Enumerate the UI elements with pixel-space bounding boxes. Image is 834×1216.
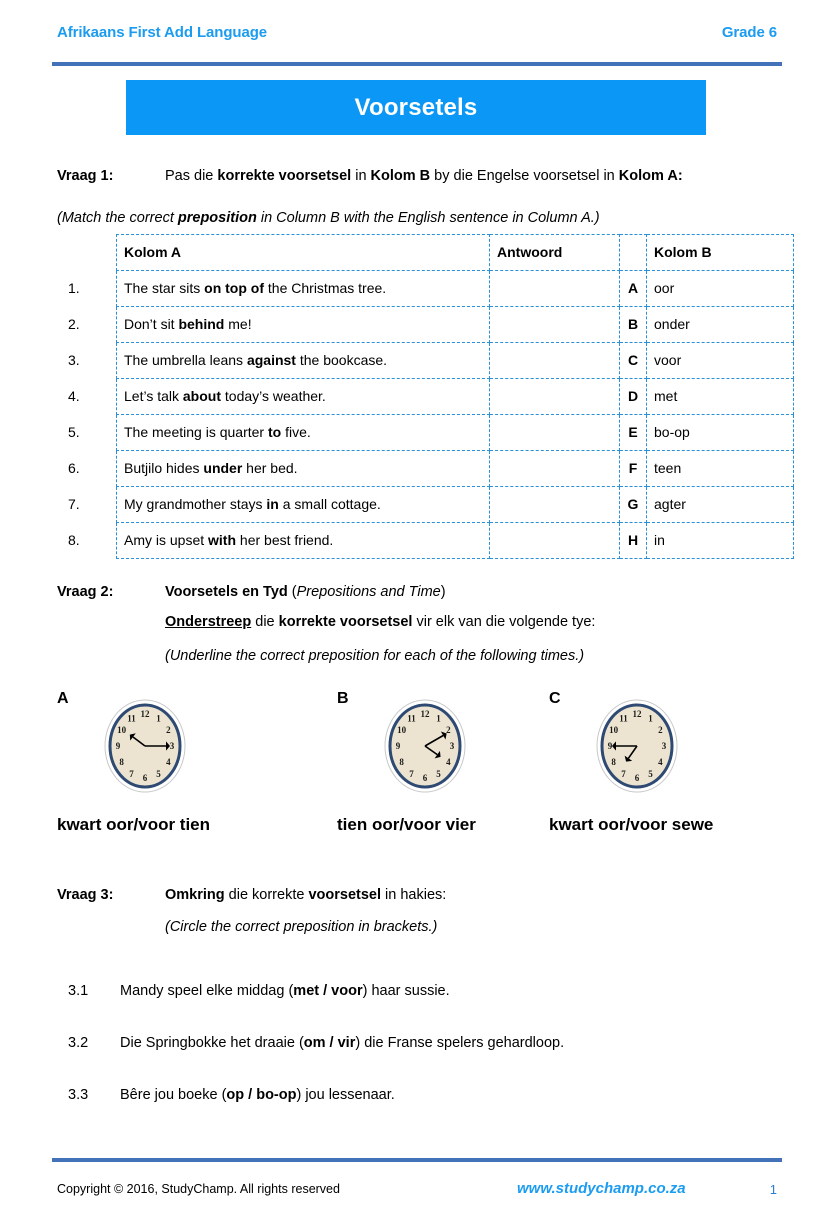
- clock-numeral: 5: [436, 768, 441, 779]
- row-number: 5.: [68, 424, 80, 440]
- clock-numeral: 4: [446, 757, 451, 768]
- cell-afrikaans-option: met: [647, 379, 794, 415]
- cell-afrikaans-option: in: [647, 523, 794, 559]
- question2-line2: Onderstreep die korrekte voorsetsel vir elk van die volgende tye:: [165, 614, 596, 630]
- table-row: [62, 271, 794, 307]
- question1-translation: (Match the correct preposition in Column B with the English sentence in Column A.): [57, 210, 600, 226]
- cell-option-letter: E: [620, 415, 647, 451]
- footer-divider: [52, 1158, 782, 1162]
- question3-item: [68, 983, 788, 999]
- row-number: 4.: [68, 388, 80, 404]
- clock-numeral: 10: [397, 725, 407, 736]
- cell-answer-blank[interactable]: [490, 487, 620, 523]
- clock-letter-label: A: [57, 690, 69, 707]
- question3-instruction-row: [57, 886, 787, 906]
- page-header: [57, 24, 777, 41]
- row-number: 7.: [68, 496, 80, 512]
- question1-instruction: Pas die korrekte voorsetsel in Kolom B by die Engelse voorsetsel in Kolom A:: [165, 168, 683, 184]
- question3-item-text[interactable]: Mandy speel elke middag (met / voor) haar sussie.: [120, 983, 450, 999]
- header-cell-letter: [620, 235, 647, 271]
- header-divider: [52, 62, 782, 66]
- cell-afrikaans-option: voor: [647, 343, 794, 379]
- clock-numeral: 12: [140, 709, 150, 720]
- cell-english-sentence: The meeting is quarter to five.: [117, 415, 490, 451]
- clock-numeral: 7: [409, 768, 414, 779]
- table-header-row: [62, 235, 794, 271]
- clock-numeral: 2: [166, 725, 171, 736]
- clock-letter-label: B: [337, 690, 349, 707]
- header-subject: Afrikaans First Add Language: [57, 24, 268, 41]
- cell-afrikaans-option: agter: [647, 487, 794, 523]
- clock-numeral: 6: [422, 773, 428, 784]
- clock-numeral: 12: [420, 709, 430, 720]
- row-number: 8.: [68, 532, 80, 548]
- clock-numeral: 8: [399, 757, 404, 768]
- page-title: Voorsetels: [354, 93, 478, 121]
- question3-label: Vraag 3:: [57, 887, 114, 903]
- cell-english-sentence: Butjilo hides under her bed.: [117, 451, 490, 487]
- clock-numeral: 10: [609, 725, 619, 736]
- clock-numeral: 9: [607, 741, 613, 752]
- question3-item-text[interactable]: Bêre jou boeke (op / bo-op) jou lessenaar.: [120, 1087, 395, 1103]
- footer-copyright: Copyright © 2016, StudyChamp. All rights reserved: [57, 1182, 340, 1196]
- clock-numeral: 11: [127, 713, 136, 724]
- cell-english-sentence: My grandmother stays in a small cottage.: [117, 487, 490, 523]
- question2-translation: (Underline the correct preposition for each of the following times.): [165, 648, 585, 664]
- cell-afrikaans-option: teen: [647, 451, 794, 487]
- question3-item: [68, 1035, 788, 1051]
- question2-label: Vraag 2:: [57, 584, 114, 600]
- cell-answer-blank[interactable]: [490, 451, 620, 487]
- clock-numeral: 6: [142, 773, 148, 784]
- question1-label: Vraag 1:: [57, 168, 114, 184]
- cell-answer-blank[interactable]: [490, 343, 620, 379]
- cell-option-letter: B: [620, 307, 647, 343]
- cell-english-sentence: Amy is upset with her best friend.: [117, 523, 490, 559]
- cell-afrikaans-option: bo-op: [647, 415, 794, 451]
- cell-english-sentence: Let’s talk about today’s weather.: [117, 379, 490, 415]
- matching-table-wrap: [62, 234, 734, 559]
- cell-answer-blank[interactable]: [490, 271, 620, 307]
- clock-caption[interactable]: kwart oor/voor sewe: [549, 815, 714, 834]
- cell-option-letter: A: [620, 271, 647, 307]
- table-row: [62, 415, 794, 451]
- table-body: [62, 271, 794, 559]
- cell-option-letter: H: [620, 523, 647, 559]
- header-cell-kolom-a: Kolom A: [117, 235, 490, 271]
- clock-caption[interactable]: kwart oor/voor tien: [57, 815, 211, 834]
- question2-heading-row: [57, 583, 787, 603]
- cell-answer-blank[interactable]: [490, 379, 620, 415]
- cell-afrikaans-option: onder: [647, 307, 794, 343]
- question3-item-number: 3.2: [68, 1035, 89, 1051]
- question2-line2-row: [165, 613, 795, 633]
- table-row: [62, 523, 794, 559]
- question3-item-text[interactable]: Die Springbokke het draaie (om / vir) die Franse spelers gehardloop.: [120, 1035, 565, 1051]
- cell-english-sentence: The star sits on top of the Christmas tree.: [117, 271, 490, 307]
- header-cell-number: [62, 235, 117, 271]
- clock-numeral: 1: [648, 713, 653, 724]
- row-number: 2.: [68, 316, 80, 332]
- clock-numeral: 8: [119, 757, 124, 768]
- clock-numeral: 3: [449, 741, 455, 752]
- clock-numeral: 8: [611, 757, 616, 768]
- header-cell-antwoord: Antwoord: [490, 235, 620, 271]
- cell-afrikaans-option: oor: [647, 271, 794, 307]
- clock-numeral: 9: [115, 741, 121, 752]
- clock-caption[interactable]: tien oor/voor vier: [337, 815, 476, 834]
- clock-numeral: 10: [117, 725, 127, 736]
- clock-numeral: 9: [395, 741, 401, 752]
- clock-numeral: 11: [619, 713, 628, 724]
- cell-option-letter: C: [620, 343, 647, 379]
- clock-numeral: 6: [634, 773, 640, 784]
- clock-numeral: 3: [661, 741, 667, 752]
- cell-option-letter: D: [620, 379, 647, 415]
- clock-numeral: 5: [648, 768, 653, 779]
- row-number: 1.: [68, 280, 80, 296]
- clock-numeral: 5: [156, 768, 161, 779]
- table-row: [62, 379, 794, 415]
- cell-english-sentence: The umbrella leans against the bookcase.: [117, 343, 490, 379]
- table-head: [62, 235, 794, 271]
- cell-answer-blank[interactable]: [490, 523, 620, 559]
- header-cell-kolom-b: Kolom B: [647, 235, 794, 271]
- footer-website-link[interactable]: www.studychamp.co.za: [517, 1180, 686, 1197]
- question3-translation: (Circle the correct preposition in brackets.): [165, 919, 438, 935]
- clock-face-icon: [382, 698, 468, 794]
- clock-numeral: 3: [169, 741, 175, 752]
- clock-numeral: 1: [156, 713, 161, 724]
- clock-numeral: 7: [129, 768, 134, 779]
- clock-numeral: 4: [658, 757, 663, 768]
- table-row: [62, 307, 794, 343]
- clock-face-icon: [594, 698, 680, 794]
- clock-numeral: 2: [658, 725, 663, 736]
- clock-numeral: 2: [446, 725, 451, 736]
- cell-option-letter: F: [620, 451, 647, 487]
- clock-numeral: 4: [166, 757, 171, 768]
- question3-instruction: Omkring die korrekte voorsetsel in hakies:: [165, 887, 447, 903]
- clock-numeral: 11: [407, 713, 416, 724]
- matching-table: [62, 234, 794, 559]
- clock-letter-label: C: [549, 690, 561, 707]
- page-number: 1: [769, 1182, 777, 1197]
- title-banner: [126, 80, 706, 135]
- clock-numeral: 1: [436, 713, 441, 724]
- cell-option-letter: G: [620, 487, 647, 523]
- question3-item-number: 3.1: [68, 983, 89, 999]
- cell-answer-blank[interactable]: [490, 415, 620, 451]
- cell-answer-blank[interactable]: [490, 307, 620, 343]
- clock-numeral: 12: [632, 709, 642, 720]
- header-grade: Grade 6: [721, 24, 777, 41]
- table-row: [62, 451, 794, 487]
- row-number: 6.: [68, 460, 80, 476]
- clock-face-icon: [102, 698, 188, 794]
- cell-english-sentence: Don’t sit behind me!: [117, 307, 490, 343]
- question1-instruction-row: [57, 167, 787, 187]
- clock-numeral: 7: [621, 768, 626, 779]
- table-row: [62, 343, 794, 379]
- question2-heading: Voorsetels en Tyd (Prepositions and Time): [165, 584, 446, 600]
- page-footer: [57, 1182, 777, 1202]
- row-number: 3.: [68, 352, 80, 368]
- question3-item-number: 3.3: [68, 1087, 89, 1103]
- table-row: [62, 487, 794, 523]
- question3-item: [68, 1087, 788, 1103]
